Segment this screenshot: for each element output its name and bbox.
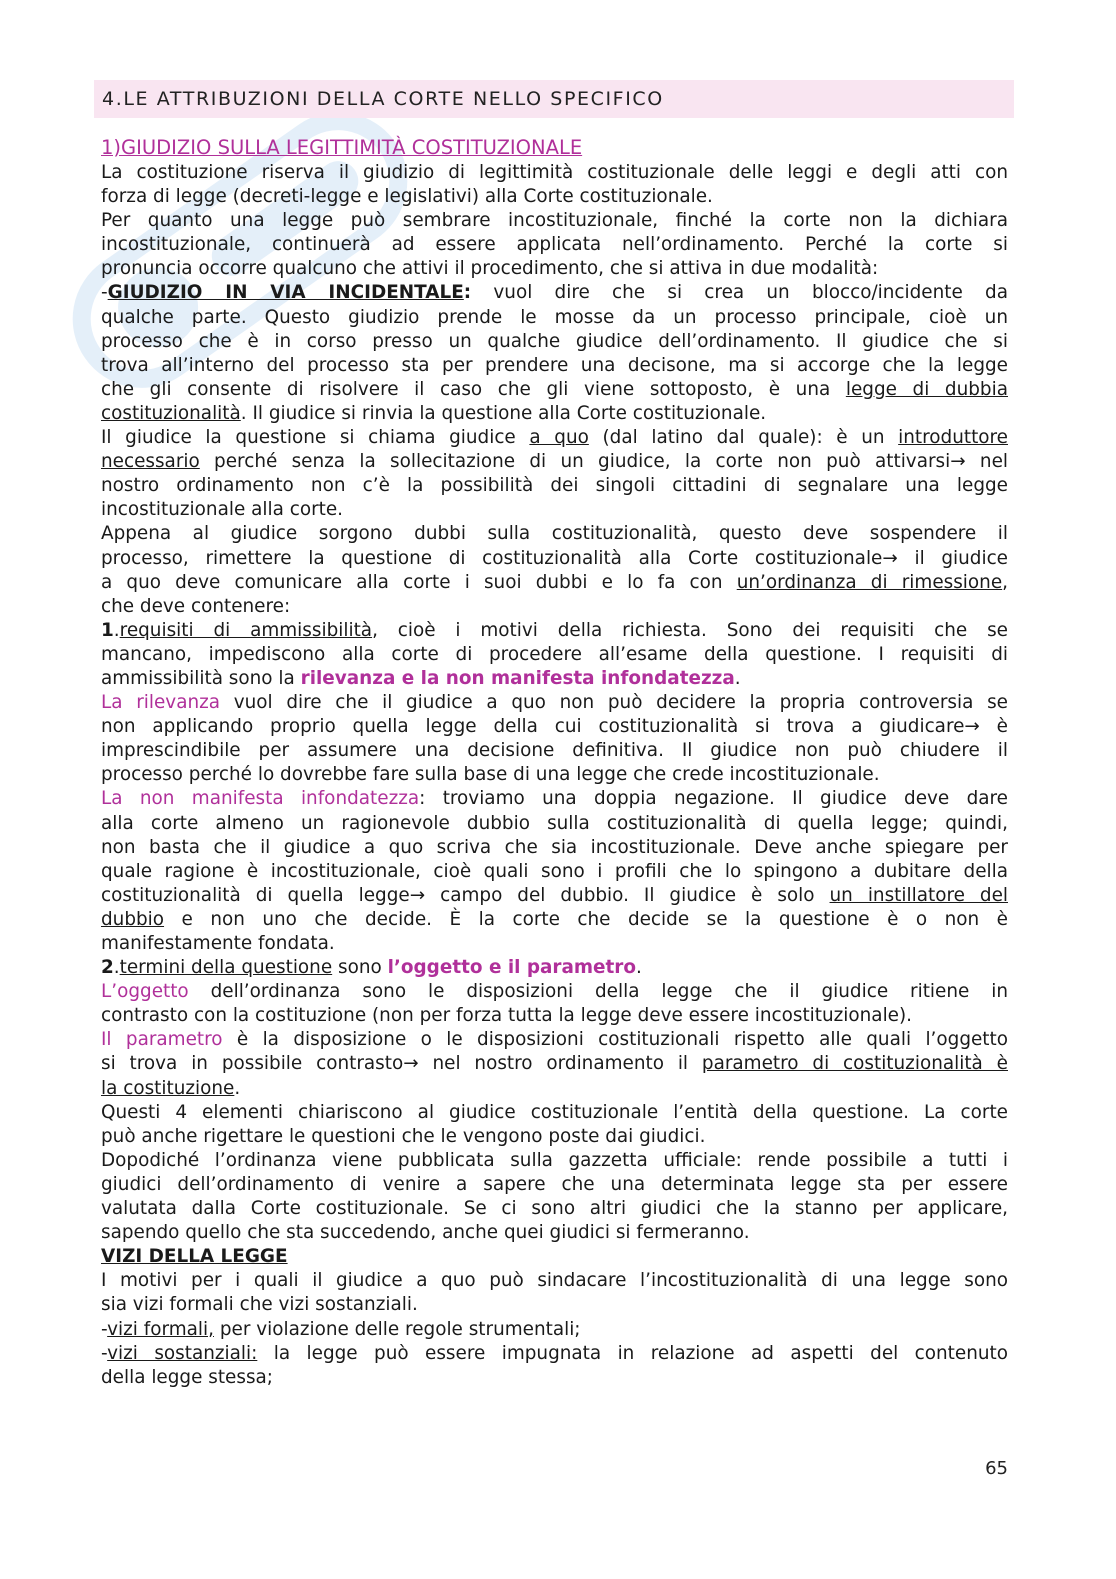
underlined-text: parametro di costituzionalità è: [701, 1053, 1008, 1075]
line: pronuncia occorre qualcuno che attivi il procedimento, che si attiva in due modalità:: [101, 258, 879, 280]
dash: -: [101, 282, 108, 304]
line: Dopodiché l’ordinanza viene pubblicata sulla gazzetta ufficiale: rende possibile a tutti i: [101, 1149, 1008, 1171]
text: vuol dire che si crea un blocco/incidente da: [471, 282, 1008, 304]
dash: -: [101, 1342, 108, 1364]
line: manifestamente fondata.: [101, 933, 335, 954]
line: [101, 1052, 1008, 1076]
line: sapendo quello che sta succedendo, anche quei giudici si fermeranno.: [101, 1222, 750, 1244]
document-body: [101, 134, 1008, 1390]
line: contrasto con la costituzione (non per forza tutta la legge deve essere incostituzionale).: [101, 1005, 913, 1027]
line: valutata dalla Corte costituzionale. Se ci sono altri giudici che la stanno per applicare,: [101, 1198, 1008, 1220]
text: perché senza la sollecitazione di un giudice, la corte non può attivarsi→ nel: [199, 451, 1008, 473]
line: [101, 1077, 1008, 1101]
line: processo perché lo dovrebbe fare sulla base di una legge che crede incostituzionale.: [101, 764, 880, 786]
line: incostituzionale alla corte.: [101, 499, 344, 521]
line: [101, 450, 1008, 474]
highlighted-term: rilevanza e la non manifesta infondatezza: [300, 667, 735, 689]
underlined-text: necessario: [101, 451, 200, 473]
underlined-text: introduttore: [898, 427, 1008, 449]
underlined-text: requisiti di ammissibilità: [119, 619, 373, 641]
line: processo, rimettere la questione di costituzionalità alla Corte costituzionale→ il giudice: [101, 547, 1008, 569]
line: La costituzione riserva il giudizio di legittimità costituzionale delle leggi e degli atti con: [101, 162, 1008, 183]
underlined-text: la costituzione: [101, 1077, 235, 1099]
line: non applicando proprio quella legge della cui costituzionalità si trova a giudicare→ è: [101, 716, 1008, 738]
line: [101, 571, 1008, 595]
underlined-text: dubbio: [101, 908, 165, 930]
text: per violazione delle regole strumentali;: [213, 1318, 581, 1340]
line: [101, 1028, 1008, 1052]
text: sono: [332, 957, 388, 979]
text: vuol dire che il giudice a quo non può decidere la propria controversia se: [220, 692, 1008, 714]
line: quale ragione è incostituzionale, cioè quali sono i profili che lo spingono a dubitare della: [101, 860, 1008, 882]
dot: .: [113, 957, 120, 979]
vizi-heading: VIZI DELLA LEGGE: [101, 1246, 288, 1268]
paragraph-6: [101, 619, 1008, 691]
line: [101, 908, 1008, 932]
text: è la disposizione o le disposizioni costituzionali rispetto alle quali l’oggetto: [222, 1029, 1008, 1051]
dot: .: [113, 619, 120, 641]
text: (dal latino dal quale): è un: [588, 427, 899, 449]
text: la legge può essere impugnata in relazione ad aspetti del contenuto: [257, 1342, 1008, 1364]
line: Per quanto una legge può sembrare incostituzionale, finché la corte non la dichiara: [101, 210, 1008, 232]
list-number: 1: [101, 619, 114, 641]
underlined-text: termini della questione: [119, 957, 333, 979]
paragraph-15: [101, 1269, 1008, 1317]
paragraph-3: [101, 281, 1008, 426]
underlined-text: vizi formali,: [107, 1318, 214, 1340]
underlined-text: un’ordinanza di rimessione: [736, 571, 1003, 593]
line: [101, 667, 1008, 691]
paragraph-8: [101, 787, 1008, 956]
subsection-heading: 1)GIUDIZIO SULLA LEGITTIMITÀ COSTITUZIONALE: [101, 136, 583, 159]
text: Il giudice la questione si chiama giudice: [101, 427, 530, 449]
line: giudici dell’ordinamento di venire a sapere che una determinata legge sta per essere: [101, 1173, 1008, 1195]
underlined-text: un instillatore del: [829, 884, 1008, 906]
line: [101, 884, 1008, 908]
text: .: [734, 667, 741, 689]
term-giudizio-incidentale: GIUDIZIO IN VIA INCIDENTALE: [107, 282, 464, 304]
text: .: [234, 1077, 241, 1099]
line: I motivi per i quali il giudice a quo può sindacare l’incostituzionalità di una legge sono: [101, 1270, 1008, 1292]
line: incostituzionale, continuerà ad essere applicata nell’ordinamento. Perché la corte si: [101, 234, 1008, 256]
underlined-text: legge di dubbia: [845, 378, 1008, 400]
text: .: [636, 957, 642, 979]
line: qualche parte. Questo giudizio prende le mosse da un processo principale, cioè un: [101, 306, 1008, 328]
line: [101, 787, 1008, 811]
term-parametro: Il parametro: [101, 1029, 223, 1051]
text: e non uno che decide. È la corte che decide se la questione è o non è: [164, 908, 1008, 930]
paragraph-11: [101, 1028, 1008, 1100]
line: non basta che il giudice a quo scriva che sia incostituzionale. Deve anche spiegare per: [101, 836, 1008, 858]
page-number: 65: [985, 1458, 1008, 1479]
paragraph-5: [101, 522, 1008, 618]
underlined-text: a quo: [529, 427, 589, 449]
line: [101, 281, 1008, 305]
text: a quo deve comunicare alla corte i suoi dubbi e lo fa con: [101, 571, 737, 593]
paragraph-17: [101, 1342, 1008, 1390]
line: imprescindibile per assumere una decisione definitiva. Il giudice non può chiudere il: [101, 740, 1008, 762]
text: costituzionalità di quella legge→ campo del dubbio. Il giudice è solo: [101, 884, 830, 906]
paragraph-16: [101, 1318, 1008, 1342]
text: ammissibilità sono la: [101, 667, 301, 689]
text: si trova in possibile contrasto→ nel nostro ordinamento il: [101, 1053, 702, 1075]
line: della legge stessa;: [101, 1366, 273, 1388]
paragraph-4: [101, 426, 1008, 522]
line: che deve contenere:: [101, 595, 291, 617]
line: nostro ordinamento non c’è la possibilità dei singoli cittadini di segnalare una legge: [101, 475, 1008, 497]
paragraph-13: [101, 1149, 1008, 1245]
line: Appena al giudice sorgono dubbi sulla costituzionalità, questo deve sospendere il: [101, 523, 1008, 545]
underlined-text: vizi sostanziali:: [107, 1342, 258, 1364]
line: processo che è in corso presso un qualche giudice dell’ordinamento. Il giudice che si: [101, 330, 1008, 352]
colon: :: [463, 282, 472, 304]
paragraph-10: [101, 980, 1008, 1028]
paragraph-7: [101, 691, 1008, 787]
paragraph-2: [101, 209, 1008, 281]
line: mancano, impediscono alla corte di procedere all’esame della questione. I requisiti di: [101, 643, 1008, 665]
line: [101, 402, 1008, 426]
list-number: 2: [101, 957, 114, 979]
term-rilevanza: La rilevanza: [101, 692, 221, 714]
paragraph-9: [101, 956, 1008, 980]
line: [101, 426, 1008, 450]
text: . Il giudice si rinvia la questione alla Corte costituzionale.: [240, 402, 767, 424]
paragraph-1: [101, 161, 1008, 209]
text: che gli consente di risolvere il caso che gli viene sottoposto, è una: [101, 378, 846, 400]
text: ,: [1002, 571, 1008, 593]
line: [101, 691, 1008, 715]
section-heading: 4.LE ATTRIBUZIONI DELLA CORTE NELLO SPECIFICO: [94, 80, 1014, 118]
text: , cioè i motivi della richiesta. Sono dei requisiti che se: [372, 619, 1008, 641]
text: : troviamo una doppia negazione. Il giudice deve dare: [419, 788, 1008, 810]
text: dell’ordinanza sono le disposizioni della legge che il giudice ritiene in: [188, 981, 1008, 1003]
line: [101, 980, 1008, 1004]
line: trova all’interno del processo sta per prendere una decisone, ma si accorge che la legge: [101, 354, 1008, 376]
underlined-text: costituzionalità: [101, 402, 241, 424]
line: Questi 4 elementi chiariscono al giudice costituzionale l’entità della questione. La corte: [101, 1101, 1008, 1123]
term-oggetto: L’oggetto: [101, 981, 189, 1003]
highlighted-term: l’oggetto e il parametro: [387, 957, 637, 979]
dash: -: [101, 1318, 108, 1340]
line: [101, 1342, 1008, 1366]
line: [101, 378, 1008, 402]
line: forza di legge (decreti-legge e legislativi) alla Corte costituzionale.: [101, 186, 713, 208]
term-non-manifesta-infondatezza: La non manifesta infondatezza: [101, 788, 420, 810]
paragraph-12: [101, 1101, 1008, 1149]
line: [101, 619, 1008, 643]
line: può anche rigettare le questioni che le vengono poste dai giudici.: [101, 1125, 706, 1147]
line: alla corte almeno un ragionevole dubbio sulla costituzionalità di quella legge; quindi,: [101, 812, 1008, 834]
line: sia vizi formali che vizi sostanziali.: [101, 1294, 418, 1316]
